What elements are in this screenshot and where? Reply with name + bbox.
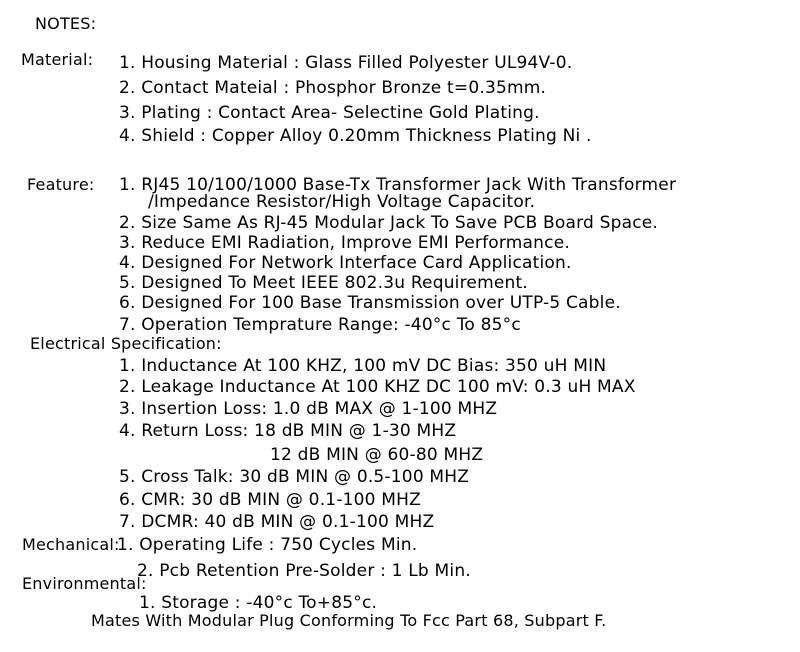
electrical-item-continuation: 12 dB MIN @ 60-80 MHZ xyxy=(270,445,484,465)
electrical-item: 2. Leakage Inductance At 100 KHZ DC 100 mV: 0.3 uH MAX xyxy=(119,377,636,397)
feature-item: 3. Reduce EMI Radiation, Improve EMI Performance. xyxy=(119,233,570,253)
notes-title: NOTES: xyxy=(35,14,97,33)
material-item: 1. Housing Material : Glass Filled Polyester UL94V-0. xyxy=(119,53,573,73)
footer-note: Mates With Modular Plug Conforming To Fcc Part 68, Subpart F. xyxy=(91,611,607,630)
feature-label: Feature: xyxy=(27,175,95,194)
electrical-item: 1. Inductance At 100 KHZ, 100 mV DC Bias: 350 uH MIN xyxy=(119,356,607,376)
mechanical-item: 1. Operating Life : 750 Cycles Min. xyxy=(117,535,418,555)
environmental-label: Environmental: xyxy=(22,574,147,593)
mechanical-label: Mechanical: xyxy=(22,535,120,554)
feature-item: 1. RJ45 10/100/1000 Base-Tx Transformer Jack With Transformer xyxy=(119,175,677,195)
electrical-item: 4. Return Loss: 18 dB MIN @ 1-30 MHZ xyxy=(119,421,457,441)
feature-item: 4. Designed For Network Interface Card Application. xyxy=(119,253,572,273)
feature-item: 2. Size Same As RJ-45 Modular Jack To Save PCB Board Space. xyxy=(119,213,659,233)
feature-item-continuation: /Impedance Resistor/High Voltage Capacitor. xyxy=(148,192,536,212)
electrical-item: 3. Insertion Loss: 1.0 dB MAX @ 1-100 MHZ xyxy=(119,399,498,419)
feature-item: 7. Operation Temprature Range: -40°c To 85°c xyxy=(119,315,521,335)
material-label: Material: xyxy=(21,50,94,69)
material-item: 4. Shield : Copper Alloy 0.20mm Thickness Plating Ni . xyxy=(119,126,592,146)
electrical-item: 5. Cross Talk: 30 dB MIN @ 0.5-100 MHZ xyxy=(119,467,470,487)
electrical-item: 7. DCMR: 40 dB MIN @ 0.1-100 MHZ xyxy=(119,512,435,532)
material-item: 3. Plating : Contact Area- Selectine Gold Plating. xyxy=(119,103,540,123)
environmental-item: 1. Storage : -40°c To+85°c. xyxy=(139,593,378,613)
feature-item: 5. Designed To Meet IEEE 802.3u Requirement. xyxy=(119,273,528,293)
electrical-item: 6. CMR: 30 dB MIN @ 0.1-100 MHZ xyxy=(119,490,421,510)
mechanical-item: 2. Pcb Retention Pre-Solder : 1 Lb Min. xyxy=(137,561,471,581)
feature-item: 6. Designed For 100 Base Transmission over UTP-5 Cable. xyxy=(119,293,621,313)
material-item: 2. Contact Mateial : Phosphor Bronze t=0.35mm. xyxy=(119,78,547,98)
electrical-label: Electrical Specification: xyxy=(30,334,222,353)
